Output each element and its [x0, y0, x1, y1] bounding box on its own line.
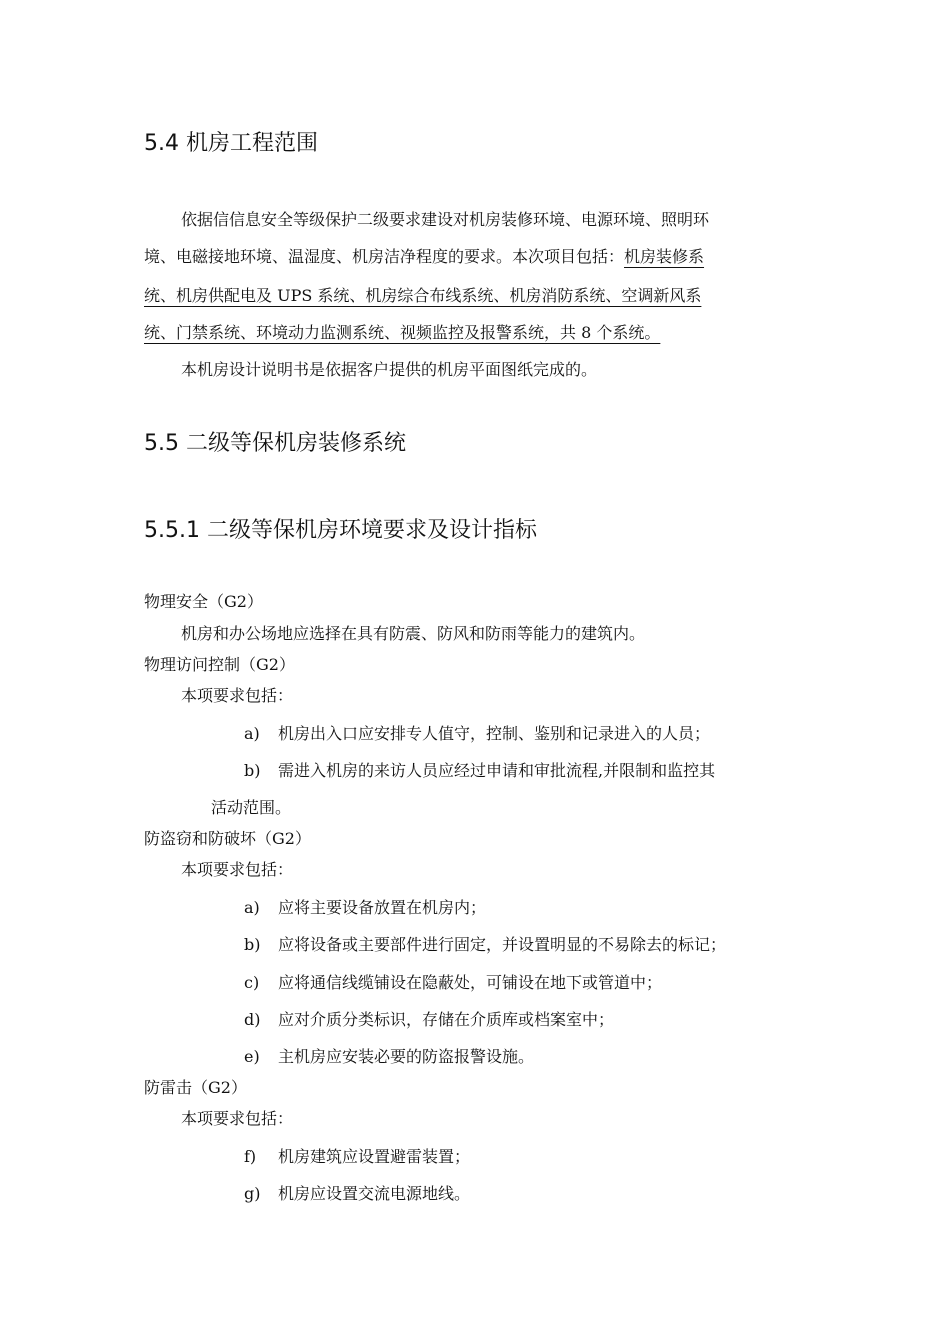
list-item [244, 758, 715, 781]
section-title-5-5: 5.5 二级等保机房装修系统 [144, 431, 406, 456]
list-marker: e) [244, 1047, 260, 1066]
list-text: 机房建筑应设置避雷装置； [278, 1147, 471, 1166]
list-item [244, 970, 662, 993]
underlined-paragraph-line: 统、机房供配电及 UPS 系统、机房综合布线系统、机房消防系统、空调新风系 [144, 286, 702, 305]
list-text-continuation: 活动范围。 [211, 798, 292, 817]
list-item [244, 721, 710, 744]
underlined-paragraph-line: 统、门禁系统、环境动力监测系统、视频监控及报警系统，共 8 个系统。 [144, 323, 661, 342]
list-text: 机房出入口应安排专人值守，控制、鉴别和记录进入的人员； [278, 724, 711, 743]
intro-text: 本项要求包括： [181, 860, 294, 879]
list-text: 应对介质分类标识，存储在介质库或档案室中； [278, 1010, 615, 1029]
list-item [244, 1007, 614, 1030]
list-text: 应将通信线缆铺设在隐蔽处，可铺设在地下或管道中； [278, 973, 663, 992]
list-marker: b) [244, 761, 261, 780]
list-marker: d) [244, 1010, 261, 1029]
list-item [244, 895, 486, 918]
subheading-access-control: 物理访问控制（G2） [144, 655, 295, 674]
list-marker: f) [244, 1147, 257, 1166]
list-text: 应将主要设备放置在机房内； [278, 898, 487, 917]
paragraph-line: 依据信信息安全等级保护二级要求建设对机房装修环境、电源环境、照明环 [181, 210, 710, 229]
intro-text: 本项要求包括： [181, 686, 294, 705]
section-title-5-4: 5.4 机房工程范围 [144, 131, 318, 156]
paragraph-text: 境、电磁接地环境、温湿度、机房洁净程度的要求。本次项目包括： [144, 247, 625, 266]
list-marker: a) [244, 898, 260, 917]
list-text: 主机房应安装必要的防盗报警设施。 [278, 1047, 535, 1066]
section-title-5-5-1: 5.5.1 二级等保机房环境要求及设计指标 [144, 518, 537, 543]
list-text: 需进入机房的来访人员应经过申请和审批流程,并限制和监控其 [278, 761, 716, 780]
list-text: 机房应设置交流电源地线。 [278, 1184, 471, 1203]
list-item [244, 1144, 470, 1167]
underlined-text: 机房装修系 [624, 247, 705, 266]
subheading-anti-theft: 防盗窃和防破坏（G2） [144, 829, 311, 848]
paragraph-line [144, 244, 704, 267]
paragraph-line: 本机房设计说明书是依据客户提供的机房平面图纸完成的。 [181, 360, 598, 379]
list-marker: c) [244, 973, 260, 992]
list-item [244, 1181, 470, 1204]
list-item [244, 1044, 534, 1067]
list-marker: a) [244, 724, 260, 743]
list-marker: g) [244, 1184, 261, 1203]
list-item [244, 932, 726, 955]
intro-text: 本项要求包括： [181, 1109, 294, 1128]
body-text: 机房和办公场地应选择在具有防震、防风和防雨等能力的建筑内。 [181, 624, 646, 643]
list-text: 应将设备或主要部件进行固定，并设置明显的不易除去的标记； [278, 935, 727, 954]
subheading-lightning: 防雷击（G2） [144, 1078, 247, 1097]
subheading-physical-security: 物理安全（G2） [144, 592, 263, 611]
list-marker: b) [244, 935, 261, 954]
